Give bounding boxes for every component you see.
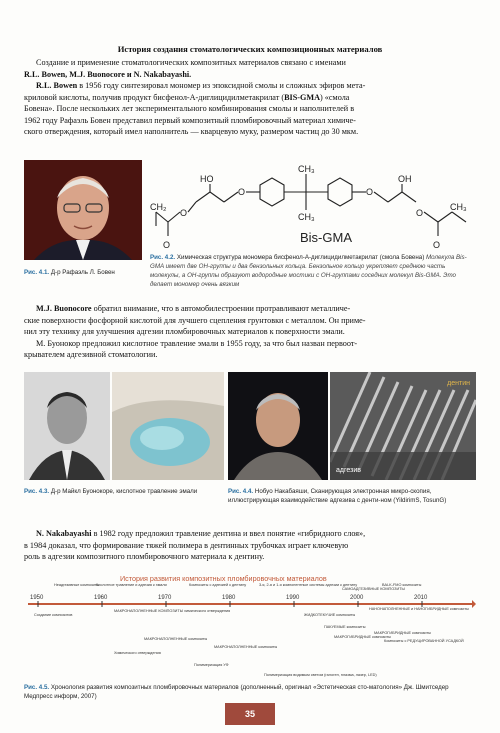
fig41-caption	[24, 268, 144, 277]
timeline-top-label: 3-я, 2-я и 1-я компонентные системы адгезии к дентину	[259, 583, 358, 587]
timeline-title: История развития композитных пломбировочных материалов	[120, 574, 327, 583]
timeline-bottom-label: Полимеризация УФ	[194, 663, 229, 667]
buonocore-line-1: обратил внимание, что в автомобилестроении протравливают металличе-	[91, 304, 351, 313]
svg-text:O: O	[238, 187, 246, 197]
nakabayashi-line-3: роль в адгезии композитного пломбировочного материала к дентину.	[24, 552, 265, 562]
svg-text:O: O	[180, 208, 188, 218]
fig42-label: Рис. 4.2.	[150, 254, 176, 261]
fig44-caption	[228, 487, 476, 505]
svg-text:CH₃: CH₃	[298, 164, 315, 174]
fig42-italic: Молекула Bis-GMA имеет две ОН-группы и два бензольных кольца. Бензольное кольцо укрепляет среднюю часть молекулы, а ОН-группы образуют водородные мостики с ОН-группами соседних молекул Bis-GMA. Это делает мономер очень вязким	[150, 254, 467, 288]
timeline-bottom-label: МАКРОНАПОЛНЕННЫЕ композиты	[214, 645, 278, 649]
svg-text:OH: OH	[398, 174, 412, 184]
fig44-label: Рис. 4.4.	[228, 488, 254, 495]
sem-image	[330, 372, 476, 480]
timeline-top-label: Кислотное травление и адгезия к эмали	[96, 583, 167, 587]
buonocore-line-4: М. Буонокор предложил кислотное травление эмали в 1955 году, за что был назван первоот-	[36, 338, 358, 348]
timeline-bottom-label: ЖИДКОТЕКУЧИЕ композиты	[304, 613, 356, 617]
fig43-label: Рис. 4.3.	[24, 488, 50, 495]
svg-text:CH₃: CH₃	[450, 202, 467, 212]
fig45-caption	[24, 683, 476, 701]
timeline-bottom-label: Полимеризация видимым светом (галоген, плазма, лазер, LED)	[264, 673, 377, 677]
timeline-bottom-label: Химического отверждения	[114, 651, 161, 655]
fig45-label: Рис. 4.5.	[24, 684, 50, 691]
bowen-paragraph	[24, 80, 476, 138]
buonocore-name: M.J. Buonocore	[36, 304, 92, 313]
nakabayashi-line-2: в 1984 доказал, что формирование тяжей полимера в дентинных трубочках играет ключевую	[24, 540, 349, 550]
page-title: История создания стоматологических композиционных материалов	[117, 44, 383, 54]
fig41-text: Д-р Рафаэль Л. Бовен	[49, 269, 115, 276]
fig42-text: Химическая структура мономера бисфенол-А-диглицидилметакрилат (смола Бовена)	[175, 254, 425, 261]
enamel-etching-photo	[112, 372, 224, 480]
timeline-bottom-label: Создание композитов	[34, 613, 73, 617]
timeline-top-label: САМОАДГЕЗИВНЫЕ КОМПОЗИТЫ	[342, 587, 405, 591]
fig45-text: Хронология развития композитных пломбировочных материалов (дополненный, оригинал «Эстетическая сто-матология» Дж. Шмитседер Медпресс информ, 2007)	[24, 684, 449, 700]
bowen-line-3: Бовена». После нескольких лет экспериментального комбинирования смолы и наполнителей в	[24, 104, 355, 114]
fig41-label: Рис. 4.1.	[24, 269, 50, 276]
svg-text:HO: HO	[200, 174, 214, 184]
timeline-year-label: 2010	[414, 595, 428, 601]
intro-paragraph	[24, 57, 476, 80]
buonocore-line-2: ские поверхности фосфорной кислотой для лучшего сцепления грунтовки с металлом. Он приме-	[24, 315, 366, 325]
svg-text:O: O	[433, 240, 441, 250]
fig43-caption	[24, 487, 222, 496]
bowen-line-2b: ) «смола	[320, 92, 350, 102]
svg-text:CH₃: CH₃	[298, 212, 315, 222]
nakabayashi-photo	[228, 372, 328, 480]
fig43-text: Д-р Майкл Буонокоре, кислотное травление эмали	[49, 488, 198, 495]
timeline-year-label: 1970	[158, 595, 172, 601]
timeline-diagram	[24, 582, 476, 682]
svg-text:O: O	[416, 208, 424, 218]
page-number: 35	[225, 703, 275, 725]
bowen-line-2: криловой кислоты, получив продукт бисфенол-А-диглицидилметакрилат (	[24, 92, 285, 102]
svg-text:O: O	[163, 240, 171, 250]
timeline-year-label: 1950	[30, 595, 44, 601]
svg-text:CH₂: CH₂	[150, 202, 167, 212]
buonocore-line-5: крывателем адгезивной стоматологии.	[24, 350, 158, 360]
bowen-name: R.L. Bowen	[36, 81, 78, 90]
sem-dentin-label: дентин	[447, 380, 470, 387]
bis-gma-bold: BIS-GMA	[284, 92, 321, 102]
timeline-top-label: НАНОНАПОЛНЕННЫЕ и НАНОГИБРИДНЫЕ композиты	[369, 607, 469, 611]
fig42-caption	[150, 253, 476, 289]
nakabayashi-line-1: в 1982 году предложил травление дентина и ввел понятие «гибридного слоя»,	[91, 529, 366, 538]
nakabayashi-name: N. Nakabayashi	[36, 529, 92, 538]
timeline-bottom-label: МАКРОНАПОЛНЕННЫЕ композиты	[144, 637, 208, 641]
timeline-year-label: 1960	[94, 595, 108, 601]
svg-text:O: O	[366, 187, 374, 197]
intro-names: R.L. Bowen, M.J. Buonocore и N. Nakabayashi.	[24, 69, 192, 79]
bowen-photo	[24, 160, 142, 260]
intro-line: Создание и применение стоматологических композитных материалов связано с именами	[36, 58, 346, 67]
bis-gma-label: Bis-GMA	[300, 230, 352, 245]
nakabayashi-paragraph	[24, 528, 476, 563]
bis-gma-structure	[150, 160, 480, 255]
bowen-line-5: ского отверждения, который имел наполнитель — кварцевую муку, размером частиц до 30 мкм.	[24, 127, 359, 137]
timeline-top-label: Композиты с адгезией к дентину	[189, 583, 247, 587]
sem-adhesive-label: адгезив	[336, 467, 361, 474]
fig44-text: Нобуо Накабаяши, Сканирующая электронная микро-скопия, иллюстрирующая взаимодействие адгезива с денти-ном (YildirimS, TosunG)	[228, 488, 447, 504]
timeline-year-label: 2000	[350, 595, 364, 601]
buonocore-line-3: нил эту технику для улучшения адгезии пломбировочных материалов к поверхности эмали.	[24, 327, 345, 337]
timeline-top-label: Неадгезивные композиты	[54, 583, 100, 587]
buonocore-paragraph	[24, 303, 476, 361]
timeline-bottom-label: МАКРОГИБРИДНЫЕ композиты	[374, 631, 431, 635]
timeline-year-label: 1980	[222, 595, 236, 601]
bowen-line-1: в 1956 году синтезировал мономер из эпоксидной смолы и сложных эфиров мета-	[77, 81, 366, 90]
bowen-line-4: 1962 году Рафаэль Бовен представил первый композитный пломбировочный материал химиче-	[24, 115, 356, 125]
timeline-bottom-label: ПАКУЕМЫЕ композиты	[324, 625, 366, 629]
timeline-bottom-label: МАКРОГИБРИДНЫЕ композиты	[334, 635, 391, 639]
timeline-year-label: 1990	[286, 595, 300, 601]
buonocore-photo	[24, 372, 110, 480]
timeline-bottom-label: Композиты с РЕДУЦИРОВАННОЙ УСАДКОЙ	[384, 639, 464, 643]
timeline-top-label: МАКРОНАПОЛНЕННЫЕ КОМПОЗИТЫ химического отверждения	[114, 609, 231, 613]
timeline-top-label: BALK-FMO композиты	[382, 583, 422, 587]
